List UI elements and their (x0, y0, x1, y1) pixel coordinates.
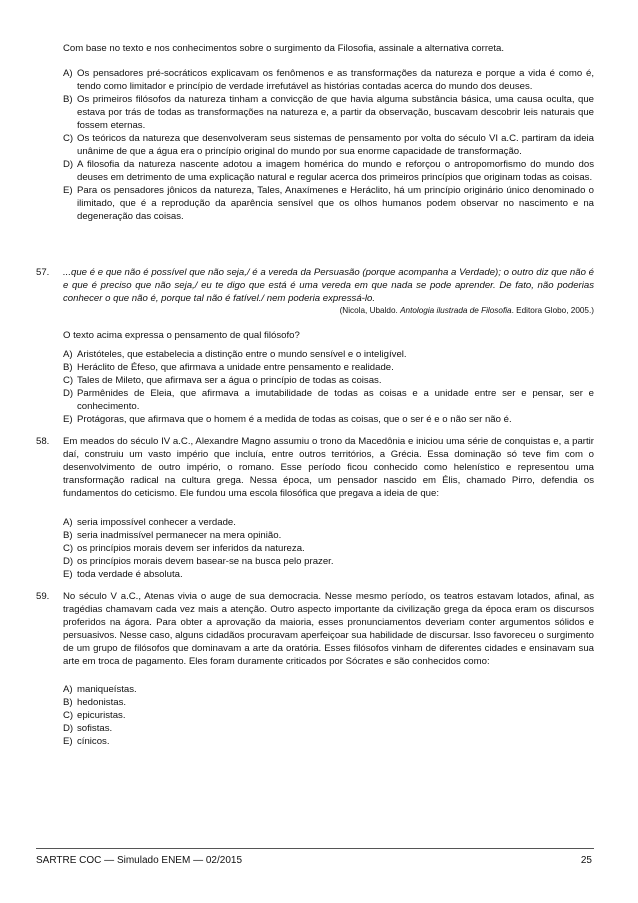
q57-option-b: B) Heráclito de Éfeso, que afirmava a unidade entre pensamento e realidade. (63, 362, 394, 373)
page-number: 25 (580, 855, 592, 866)
q56-options (63, 67, 594, 223)
q58-option-b: B) seria inadmissível permanecer na mera opinião. (63, 530, 282, 541)
q58-option-d: D) os princípios morais devem basear-se na busca pelo prazer. (63, 556, 334, 567)
q56-option-a: A) Os pensadores pré-socráticos explicavam os fenômenos e as transformações da natureza e porque a vida é como é, tendo como limitador e princípio de verdade irrefutável as histórias contadas acerca do mundo dos deuses. (63, 68, 594, 92)
q58-options (63, 516, 594, 581)
q59-option-b: B) hedonistas. (63, 697, 127, 708)
q57-stem: O texto acima expressa o pensamento de qual filósofo? (63, 330, 300, 341)
q59-number: 59. (36, 591, 50, 602)
q57-options (63, 348, 594, 426)
footer-title: SARTRE COC — Simulado ENEM — 02/2015 (36, 855, 243, 866)
q57-option-d: D) Parmênides de Eleia, que afirmava a imutabilidade de todas as coisas e a unidade entre ser e pensar, ser e conhecimento. (63, 388, 594, 412)
q58-stem: Em meados do século IV a.C., Alexandre Magno assumiu o trono da Macedônia e iniciou uma série de conquistas e, a partir daí, construiu um vasto império que incluía, entre outros territórios, a Grécia. Essa dominação só teve fim com o desenvolvimento de outro império, o romano. Esse período ficou conhecido como helenístico e representou uma transformação radical na cultura grega. Nessa época, um pensador nascido em Élis, chamado Pirro, defendia os fundamentos do ceticismo. Ele fundou uma escola filosófica que pregava a ideia de que: (63, 436, 594, 499)
q56-stem: Com base no texto e nos conhecimentos sobre o surgimento da Filosofia, assinale a alternativa correta. (63, 43, 505, 54)
q59-option-d: D) sofistas. (63, 723, 113, 734)
q59-stem: No século V a.C., Atenas vivia o auge de sua democracia. Nesse mesmo período, os teatros estavam lotados, afinal, as tragédias chamavam cada vez mais a atenção. Outro aspecto importante da civilização grega da época eram os discursos proferidos na ágora. Para obter a aprovação da maioria, esses pronunciamentos deveriam conter argumentos sólidos e persuasivos. Nesse caso, alguns cidadãos procuravam aperfeiçoar sua habilidade de discursar. Isso favoreceu o surgimento de um grupo de filósofos que dominavam a arte da oratória. Esses filósofos vinham de diferentes cidades e ensinavam sua arte em troca de pagamento. Eles foram duramente criticados por Sócrates e são conhecidos como: (63, 591, 594, 667)
q57-number: 57. (36, 267, 50, 278)
q57-quote: ...que é e que não é possível que não seja,/ é a vereda da Persuasão (porque acompanha a Verdade); o outro diz que não é e que é preciso que não seja,/ eu te digo que está é uma vereda em que nada se pode aprender. De fato, não poderias conhecer o que não é, porque tal não é fatível./ nem poderia expressá-lo. (63, 267, 594, 304)
q59-option-c: C) epicuristas. (63, 710, 126, 721)
q56-option-c: C) Os teóricos da natureza que desenvolveram seus sistemas de pensamento por volta do século VI a.C. partiram da ideia unânime de que a água era o princípio original do mundo por sua enorme capacidade de transformação. (63, 133, 594, 157)
q57-option-a: A) Aristóteles, que estabelecia a distinção entre o mundo sensível e o inteligível. (63, 349, 407, 360)
footer-divider (36, 848, 594, 849)
q58-option-c: C) os princípios morais devem ser inferidos da natureza. (63, 543, 305, 554)
q57-option-e: E) Protágoras, que afirmava que o homem é a medida de todas as coisas, que o ser é e o não ser não é. (63, 414, 512, 425)
q59-option-e: E) cínicos. (63, 736, 110, 747)
q56-option-e: E) Para os pensadores jônicos da natureza, Tales, Anaxímenes e Heráclito, há um princípio originário único denominado o ilimitado, que é a reprodução da aparência sensível que os olhos humanos podem observar no nascimento e na degeneração das coisas. (63, 185, 594, 222)
q58-number: 58. (36, 436, 50, 447)
q59-option-a: A) maniqueístas. (63, 684, 137, 695)
q58-option-e: E) toda verdade é absoluta. (63, 569, 183, 580)
q57-source: (Nicola, Ubaldo. Antologia ilustrada de Filosofia. Editora Globo, 2005.) (339, 306, 594, 315)
q56-option-d: D) A filosofia da natureza nascente adotou a imagem homérica do mundo e reforçou o antropomorfismo do mundo dos deuses em detrimento de uma explicação natural e regular acerca dos primeiros princípios que originam todas as coisas. (63, 159, 594, 183)
q56-option-b: B) Os primeiros filósofos da natureza tinham a convicção de que havia alguma substância básica, uma causa oculta, que estava por trás de todas as transformações na natureza e, a partir da observação, buscavam descobrir leis naturais que fossem eternas. (63, 94, 594, 131)
q58-option-a: A) seria impossível conhecer a verdade. (63, 517, 236, 528)
q59-options (63, 683, 594, 748)
q57-option-c: C) Tales de Mileto, que afirmava ser a água o princípio de todas as coisas. (63, 375, 382, 386)
q57-source-title: Antologia ilustrada de Filosofia (400, 306, 512, 315)
